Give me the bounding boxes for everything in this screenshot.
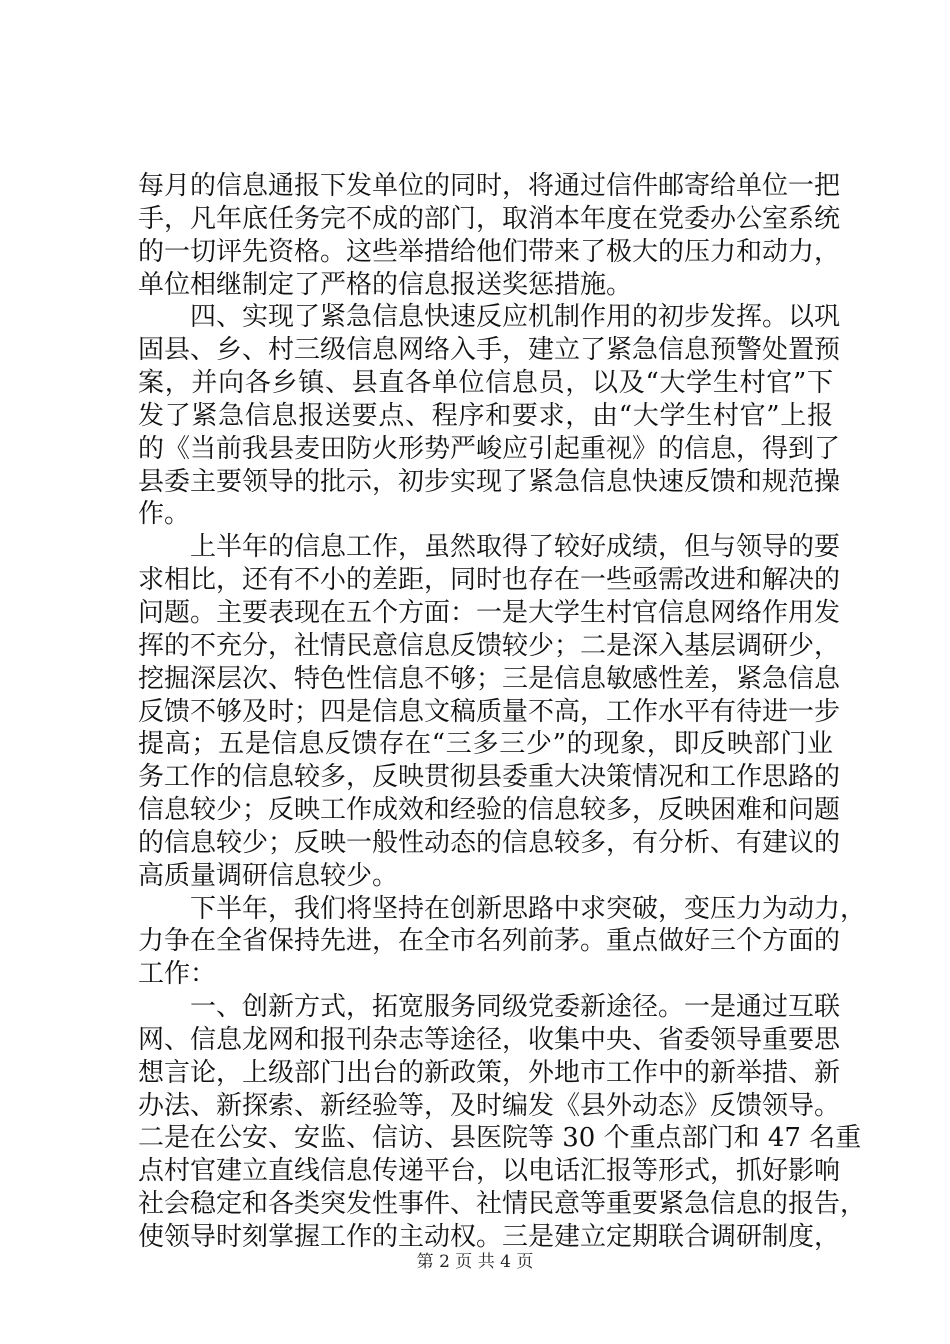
text-line: 信息较少；反映工作成效和经验的信息较多，反映困难和问题 [138, 795, 841, 826]
text-line: 工作： [138, 959, 217, 990]
text-line: 上半年的信息工作，虽然取得了较好成绩，但与领导的要 [190, 532, 841, 563]
text-line: 问题。主要表现在五个方面：一是大学生村官信息网络作用发 [138, 597, 841, 628]
text-line: 挖掘深层次、特色性信息不够；三是信息敏感性差，紧急信息 [138, 663, 841, 694]
text-line: 四、实现了紧急信息快速反应机制作用的初步发挥。以巩 [190, 302, 841, 333]
text-line: 的信息较少；反映一般性动态的信息较多，有分析、有建议的 [138, 827, 841, 858]
text-line: 务工作的信息较多，反映贯彻县委重大决策情况和工作思路的 [138, 762, 841, 793]
text-line: 提高；五是信息反馈存在“三多三少”的现象，即反映部门业 [138, 729, 833, 760]
text-line: 网、信息龙网和报刊杂志等途径，收集中央、省委领导重要思 [138, 1024, 841, 1055]
text-line: 县委主要领导的批示，初步实现了紧急信息快速反馈和规范操 [138, 466, 841, 497]
text-line: 一、创新方式，拓宽服务同级党委新途径。一是通过互联 [190, 992, 841, 1023]
text-line: 发了紧急信息报送要点、程序和要求，由“大学生村官”上报 [138, 400, 833, 431]
page-footer [0, 1247, 950, 1272]
text-line: 下半年，我们将坚持在创新思路中求突破，变压力为动力， [190, 893, 867, 924]
document-body [138, 170, 867, 1254]
text-line: 的《当前我县麦田防火形势严峻应引起重视》的信息，得到了 [138, 433, 841, 464]
text-line: 使领导时刻掌握工作的主动权。三是建立定期联合调研制度， [138, 1222, 841, 1252]
text-line: 想言论，上级部门出台的新政策，外地市工作中的新举措、新 [138, 1057, 841, 1088]
text-line: 点村官建立直线信息传递平台，以电话汇报等形式，抓好影响 [138, 1156, 841, 1187]
text-line: 挥的不充分，社情民意信息反馈较少；二是深入基层调研少， [138, 630, 841, 661]
text-line: 的一切评先资格。这些举措给他们带来了极大的压力和动力， [138, 236, 841, 267]
text-line: 社会稳定和各类突发性事件、社情民意等重要紧急信息的报告， [138, 1189, 867, 1220]
text-line: 单位相继制定了严格的信息报送奖惩措施。 [138, 269, 633, 300]
text-line: 每月的信息通报下发单位的同时，将通过信件邮寄给单位一把 [138, 171, 841, 201]
text-line: 案，并向各乡镇、县直各单位信息员，以及“大学生村官”下 [138, 368, 833, 399]
text-line: 反馈不够及时；四是信息文稿质量不高，工作水平有待进一步 [138, 696, 841, 727]
text-line: 办法、新探索、新经验等，及时编发《县外动态》反馈领导。 [138, 1090, 841, 1121]
page-number-label: 第 2 页 共 4 页 [416, 1252, 534, 1272]
text-line: 作。 [138, 499, 191, 530]
text-line: 固县、乡、村三级信息网络入手，建立了紧急信息预警处置预 [138, 335, 841, 366]
text-line: 求相比，还有不小的差距，同时也存在一些亟需改进和解决的 [138, 565, 841, 596]
text-line: 力争在全省保持先进，在全市名列前茅。重点做好三个方面的 [138, 926, 841, 957]
text-line: 二是在公安、安监、信访、县医院等 30 个重点部门和 47 名重 [138, 1123, 862, 1154]
text-line: 高质量调研信息较少。 [138, 860, 399, 891]
text-line: 手，凡年底任务完不成的部门，取消本年度在党委办公室系统 [138, 203, 841, 234]
